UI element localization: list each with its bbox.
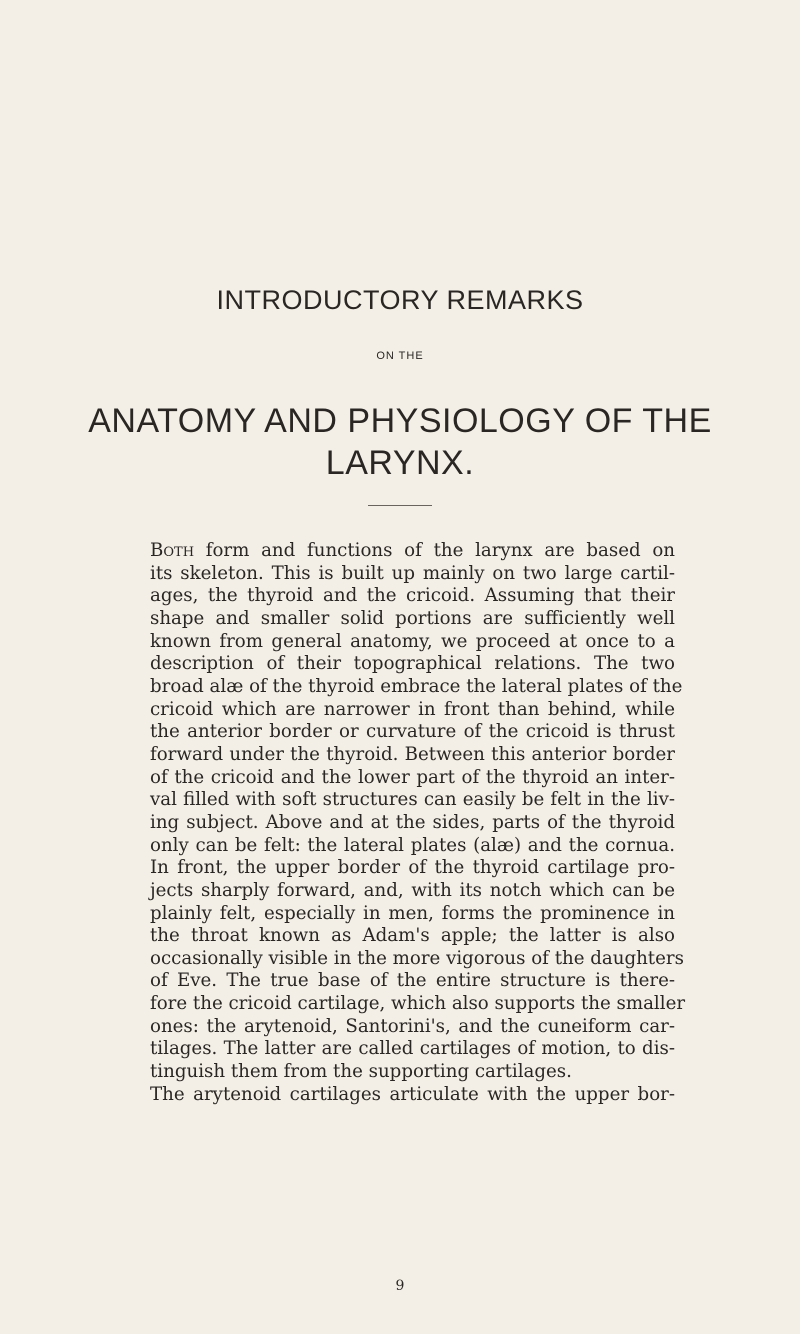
body-line: occasionally visible in the more vigorous of the daughters [150,947,684,969]
body-line: Both form and functions of the larynx are based on [150,540,675,561]
body-line: forward under the thyroid. Between this anterior border [150,743,675,765]
body-line: cricoid which are narrower in front than behind, while [150,698,675,720]
body-line: of the cricoid and the lower part of the thyroid an inter- [150,766,675,788]
body-line: shape and smaller solid portions are sufficiently well [150,607,675,629]
body-line: tilages. The latter are called cartilages of motion, to dis- [150,1038,675,1060]
body-line: description of their topographical relations. The two [150,653,675,675]
body-line: fore the cricoid cartilage, which also supports the smaller [150,993,686,1015]
title-divider [368,505,432,506]
section-title-line1: INTRODUCTORY REMARKS [216,285,584,315]
body-line: The arytenoid cartilages articulate with the upper bor- [150,1083,675,1105]
chapter-title-line2: LARYNX. [325,444,475,482]
opening-word: Both [150,540,195,561]
body-paragraph [150,540,686,1106]
section-title-line2: ON THE [376,350,424,362]
body-line: ages, the thyroid and the cricoid. Assuming that their [150,585,675,607]
body-line: ing subject. Above and at the sides, parts of the thyroid [150,811,675,833]
chapter-title-line1: ANATOMY AND PHYSIOLOGY OF THE [88,402,712,440]
body-line: jects sharply forward, and, with its notch which can be [150,879,675,901]
body-line: tinguish them from the supporting cartilages. [150,1061,572,1083]
body-line: broad alæ of the thyroid embrace the lateral plates of the [150,675,683,697]
body-line: val filled with soft structures can easily be felt in the liv- [150,789,675,811]
body-line: its skeleton. This is built up mainly on two large cartil- [150,562,675,584]
chapter-title [0,400,800,484]
body-line: known from general anatomy, we proceed at once to a [150,630,675,652]
body-line: the throat known as Adam's apple; the latter is also [150,925,675,947]
body-line: the anterior border or curvature of the cricoid is thrust [150,721,675,743]
body-line: In front, the upper border of the thyroid cartilage pro- [150,857,675,879]
body-line: only can be felt: the lateral plates (alæ) and the cornua. [150,834,675,856]
body-line: plainly felt, especially in men, forms the prominence in [150,902,675,924]
body-line: ones: the arytenoid, Santorini's, and the cuneiform car- [150,1015,675,1037]
body-line: of Eve. The true base of the entire structure is there- [150,970,675,992]
page-number: 9 [395,1278,405,1294]
